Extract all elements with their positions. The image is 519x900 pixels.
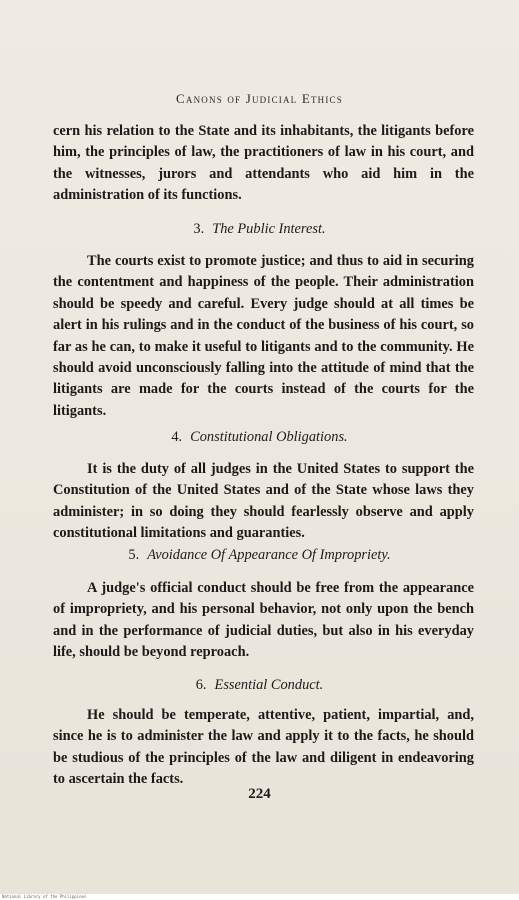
section-3-number: 3. [193,221,205,237]
section-6-title: Essential Conduct. [214,677,324,693]
section-4-number: 4. [171,429,183,445]
section-3-heading [0,221,519,238]
footer-strip [0,894,519,900]
section-3-body: The courts exist to promote justice; and thus to aid in securing the contentment and happiness of the people. Their administration should be speedy and careful. Every judge should at all times be alert in his rulings and in the conduct of the business of his court, so far as he can, to make it useful to litigants and to the community. He should avoid unconsciously falling into the attitude of mind that the litigants are made for the courts instead of the courts for the litigants. [53,253,474,419]
footer-note: National Library of the Philippines [2,894,87,899]
page-number: 224 [248,786,271,802]
section-6-number: 6. [195,677,207,693]
section-4-title: Constitutional Obligations. [190,429,348,445]
section-6-body: He should be temperate, attentive, patient, impartial, and, since he is to administer the law and apply it to the facts, he should be studious of the principles of the law and diligent in endeavoring to ascertain the facts. [53,707,474,788]
intro-paragraph: cern his relation to the State and its inhabitants, the litigants before him, the principles of law, the practitioners of law in his court, and the witnesses, jurors and attendants who aid him in the administration of its functions. [53,123,474,204]
section-4-body: It is the duty of all judges in the United States to support the Constitution of the United States and of the State whose laws they administer; in so doing they should fearlessly observe and apply constitutional limitations and guaranties. [53,461,474,542]
section-3-title: The Public Interest. [212,221,326,237]
section-4-heading [0,429,519,446]
section-5-title: Avoidance Of Appearance Of Impropriety. [147,547,391,563]
section-5-number: 5. [128,547,140,563]
section-6-heading [0,677,519,694]
running-head: Canons of Judicial Ethics [176,91,343,106]
section-5-body: A judge's official conduct should be free from the appearance of impropriety, and his personal behavior, not only upon the bench and in the performance of judicial duties, but also in his everyday life, should be beyond reproach. [53,580,474,661]
section-5-heading [0,547,519,564]
